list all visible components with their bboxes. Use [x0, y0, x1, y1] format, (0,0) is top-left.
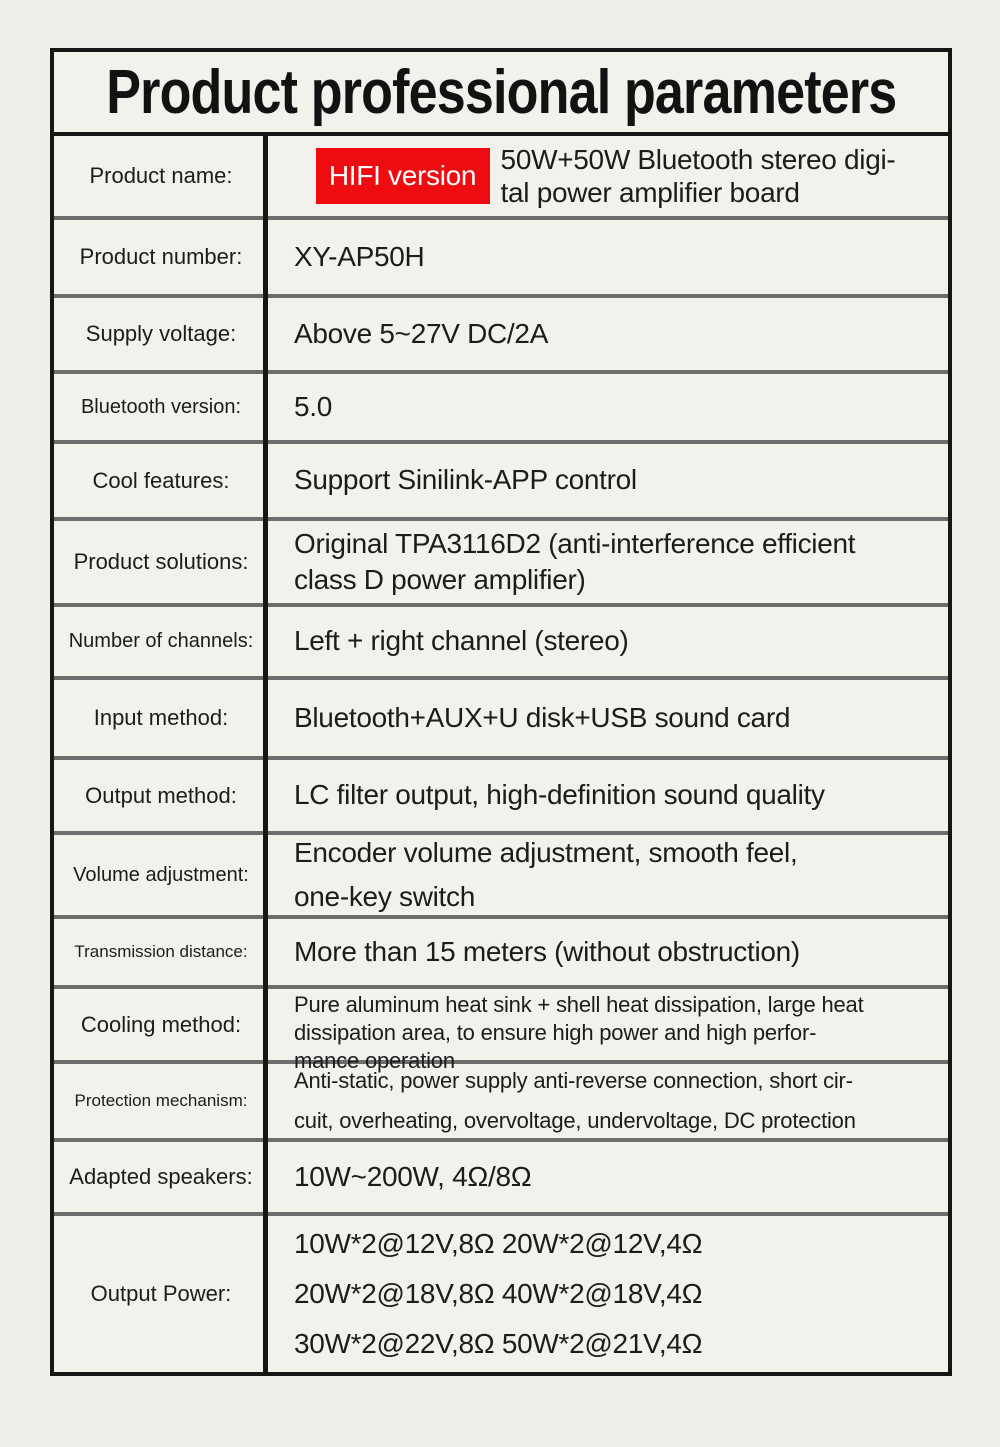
value-line: LC filter output, high-definition sound quality: [294, 779, 825, 811]
row-label: Transmission distance:: [74, 942, 248, 961]
row-value: [268, 919, 948, 985]
row-label: Product number:: [79, 244, 243, 269]
row-value: [268, 298, 948, 370]
value-line: tal power amplifier board: [500, 177, 800, 208]
value-line: 10W*2@12V,8Ω 20W*2@12V,4Ω: [294, 1228, 703, 1259]
row-product-number: [54, 216, 948, 294]
value-line: Encoder volume adjustment, smooth feel,: [294, 837, 798, 868]
row-value: [268, 607, 948, 676]
row-supply-voltage: [54, 294, 948, 370]
table-title-bar: [54, 52, 948, 136]
row-label: Volume adjustment:: [73, 863, 249, 886]
row-output-method: [54, 756, 948, 831]
row-value: [268, 1216, 948, 1372]
row-label: Product name:: [89, 163, 233, 188]
value-line: class D power amplifier): [294, 564, 586, 595]
value-line: 20W*2@18V,8Ω 40W*2@18V,4Ω: [294, 1278, 703, 1309]
row-label: Output Power:: [90, 1281, 232, 1306]
row-input-method: [54, 676, 948, 756]
row-value: [268, 220, 948, 294]
row-bluetooth-version: [54, 370, 948, 440]
row-value: [268, 680, 948, 756]
row-protection-mechanism: [54, 1060, 948, 1138]
value-line: mance operation: [294, 1048, 455, 1073]
spec-rows: [54, 136, 948, 1372]
value-line: Left + right channel (stereo): [294, 625, 629, 657]
row-label: Protection mechanism:: [74, 1091, 248, 1110]
row-value: [268, 521, 948, 603]
value-line: Original TPA3116D2 (anti-interference efficient: [294, 528, 856, 559]
value-line: Bluetooth+AUX+U disk+USB sound card: [294, 701, 791, 733]
product-name-text: [501, 143, 896, 209]
row-value: [268, 760, 948, 831]
value-line: Pure aluminum heat sink + shell heat dissipation, large heat: [294, 992, 864, 1017]
value-line: 30W*2@22V,8Ω 50W*2@21V,4Ω: [294, 1328, 703, 1359]
value-line: 10W~200W, 4Ω/8Ω: [294, 1160, 532, 1192]
row-label: Bluetooth version:: [80, 395, 242, 418]
row-transmission-distance: [54, 915, 948, 985]
value-line: Anti-static, power supply anti-reverse connection, short cir-: [294, 1068, 853, 1093]
row-label: Input method:: [93, 705, 229, 730]
row-adapted-speakers: [54, 1138, 948, 1212]
row-value: [268, 374, 948, 440]
row-product-solutions: [54, 517, 948, 603]
value-line: Above 5~27V DC/2A: [294, 317, 549, 349]
value-line: Support Sinilink-APP control: [294, 464, 637, 496]
row-value: [268, 444, 948, 517]
row-volume-adjustment: [54, 831, 948, 915]
row-value: [268, 835, 948, 915]
hifi-version-badge: HIFI version: [316, 148, 490, 204]
row-label: Adapted speakers:: [69, 1164, 253, 1189]
row-number-of-channels: [54, 603, 948, 676]
row-label: Cool features:: [92, 467, 230, 493]
row-label: Output method:: [85, 782, 237, 808]
row-value: [268, 989, 948, 1073]
row-value: [268, 136, 948, 216]
row-label: Number of channels:: [68, 630, 254, 652]
row-output-power: [54, 1212, 948, 1372]
row-label: Cooling method:: [80, 1011, 242, 1037]
row-cool-features: [54, 440, 948, 517]
value-line: dissipation area, to ensure high power and high perfor-: [294, 1020, 817, 1045]
value-line: XY-AP50H: [294, 240, 425, 272]
spec-table: [50, 48, 952, 1376]
row-product-name: [54, 136, 948, 216]
value-line: 5.0: [294, 390, 333, 422]
value-line: More than 15 meters (without obstruction): [294, 935, 800, 967]
row-cooling-method: [54, 985, 948, 1073]
row-value: [268, 1142, 948, 1212]
value-line: one-key switch: [294, 881, 475, 912]
row-value: [268, 1064, 948, 1138]
value-line: 50W+50W Bluetooth stereo digi-: [500, 144, 896, 175]
page-title: Product professional parameters: [105, 57, 897, 127]
row-label: Product solutions:: [73, 549, 249, 574]
value-line: cuit, overheating, overvoltage, undervoltage, DC protection: [294, 1108, 856, 1133]
row-label: Supply voltage:: [85, 321, 237, 346]
